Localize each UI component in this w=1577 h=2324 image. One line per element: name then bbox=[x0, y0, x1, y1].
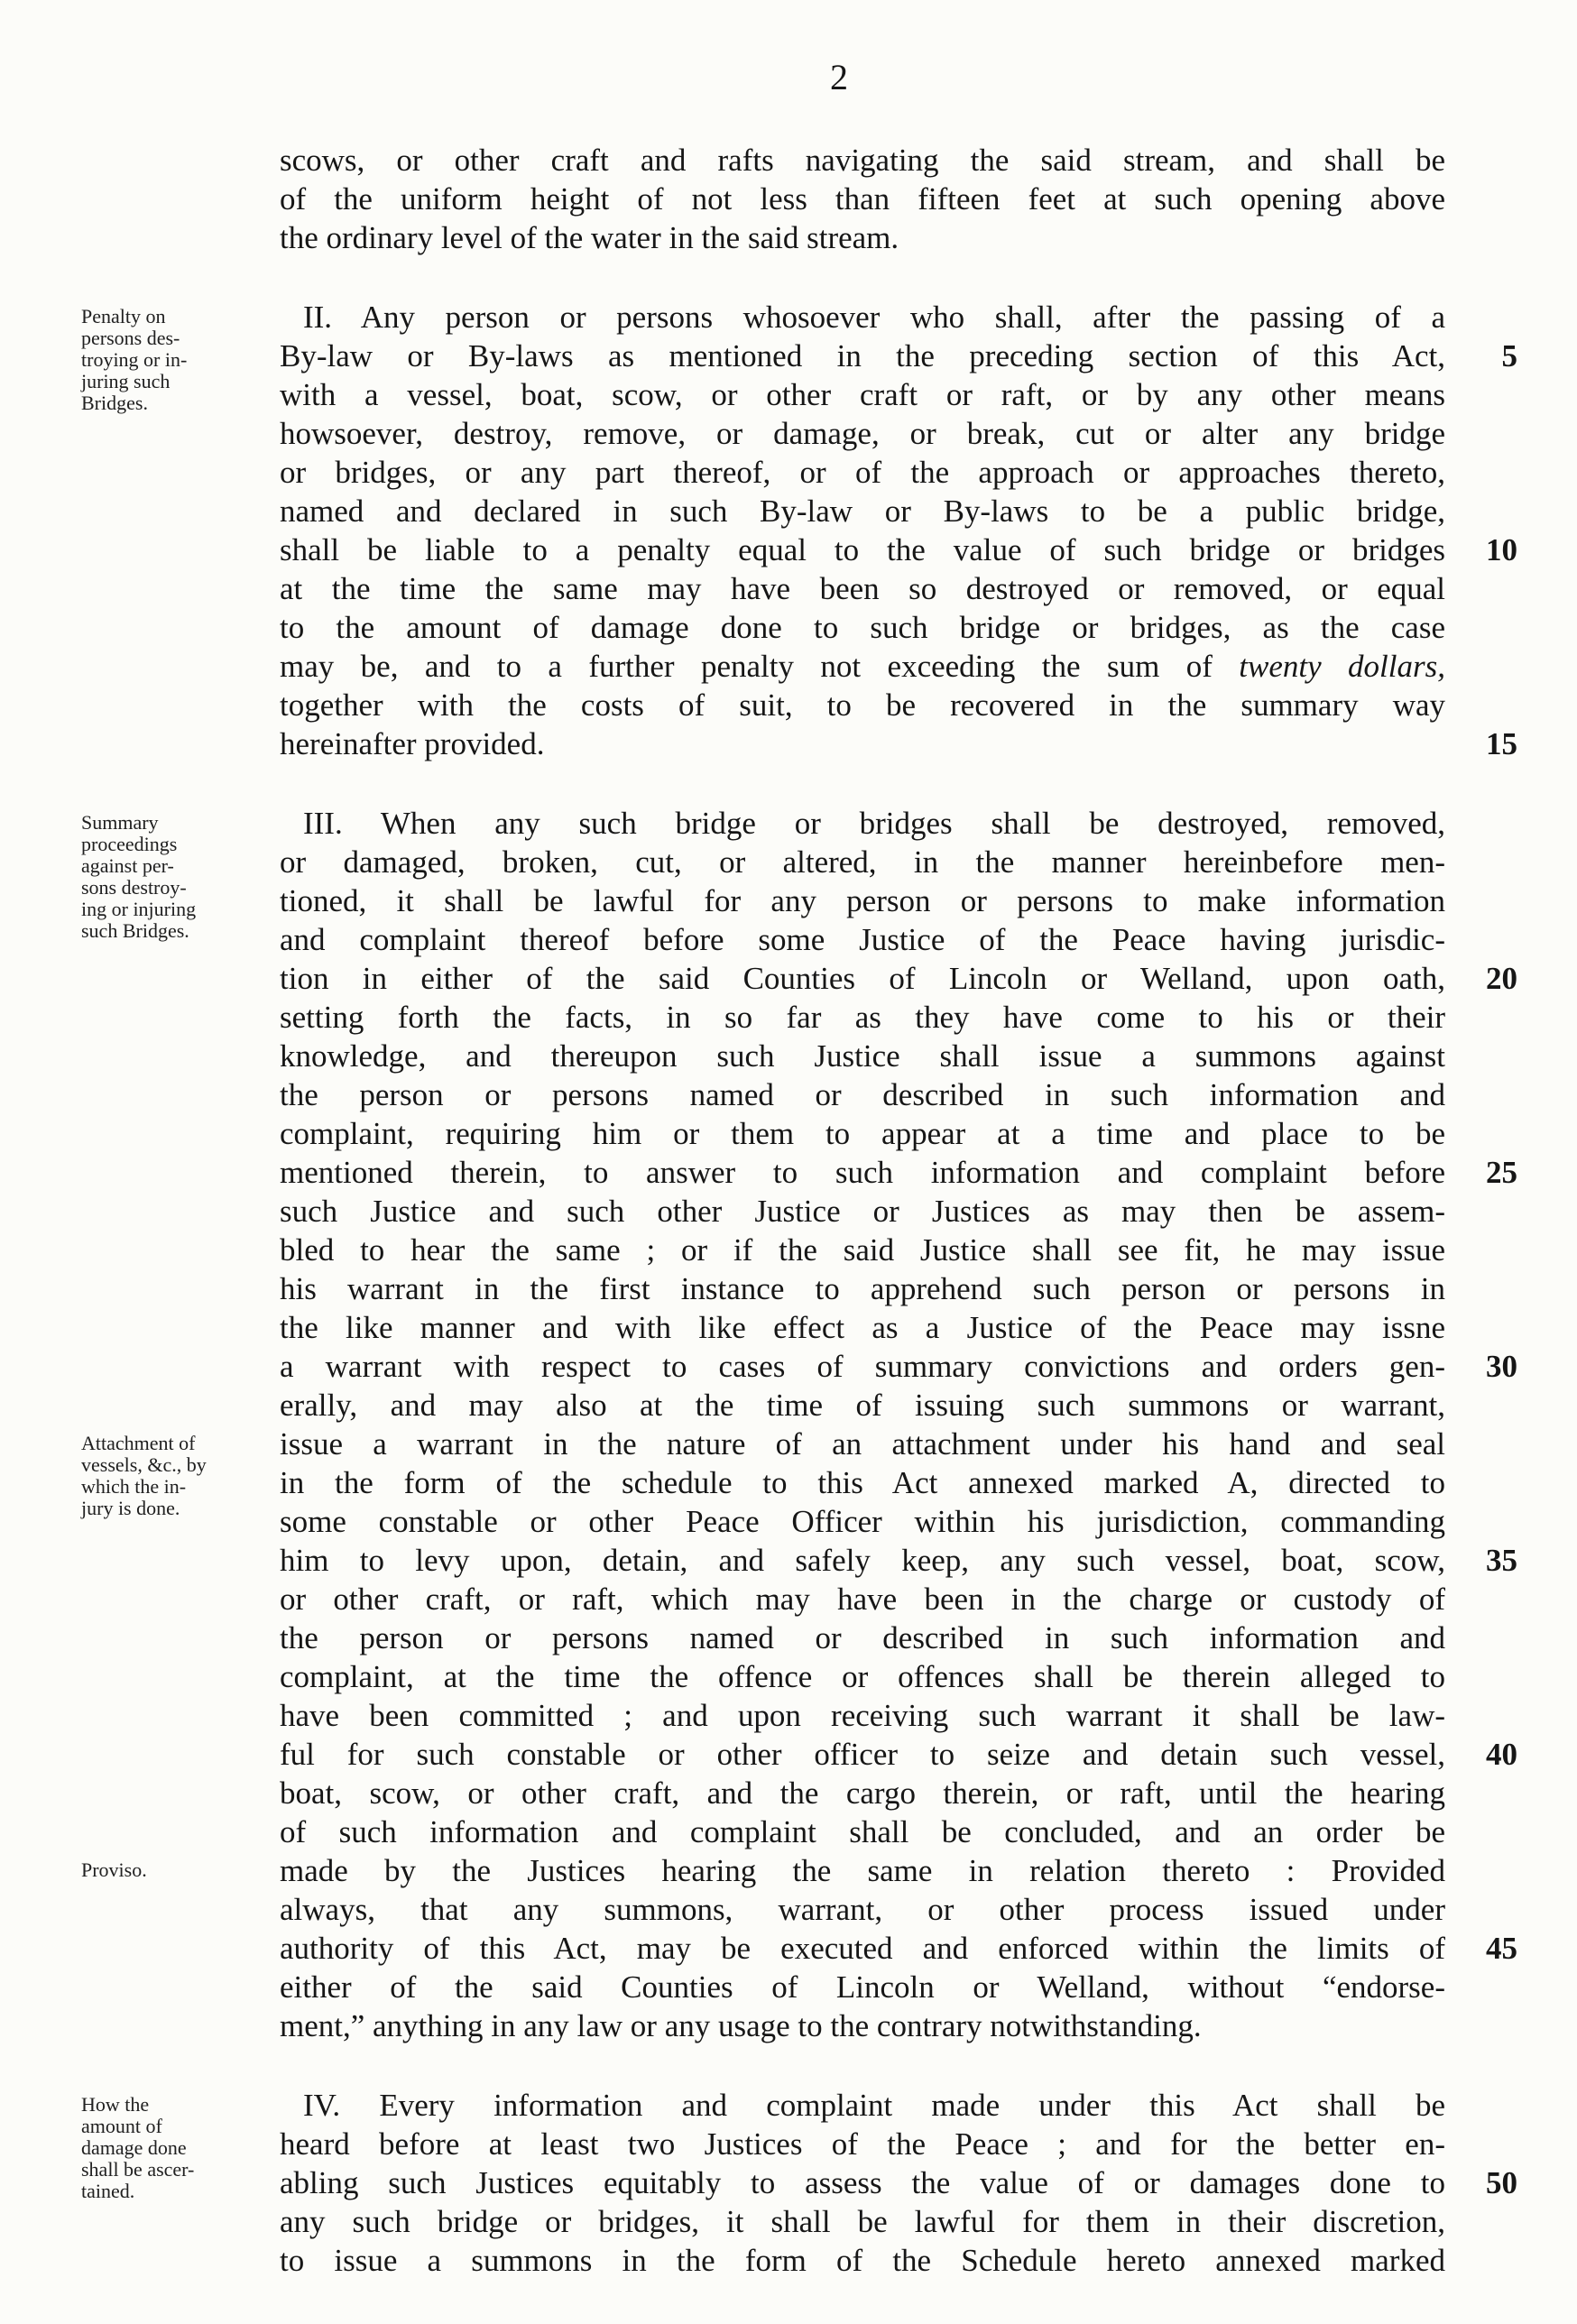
text-line bbox=[280, 1774, 1517, 1812]
line-number bbox=[1445, 414, 1517, 453]
margin-note-line: which the in- bbox=[81, 1475, 187, 1498]
line-text: howsoever, destroy, remove, or damage, or break, cut or alter any bridge bbox=[280, 416, 1445, 451]
text-line bbox=[280, 492, 1517, 530]
text-line bbox=[280, 608, 1517, 647]
text-line bbox=[280, 1192, 1517, 1231]
line-number bbox=[1445, 492, 1517, 530]
line-text: knowledge, and thereupon such Justice shall issue a summons against bbox=[280, 1038, 1445, 1074]
text-line bbox=[280, 218, 1517, 257]
line-text: in the form of the schedule to this Act annexed marked A, directed to bbox=[280, 1465, 1445, 1500]
page-number: 2 bbox=[830, 57, 848, 97]
line-number bbox=[1445, 804, 1517, 843]
line-text: always, that any summons, warrant, or other process issued under bbox=[280, 1892, 1445, 1927]
line-number: 40 bbox=[1486, 1737, 1517, 1772]
line-number bbox=[1445, 2125, 1517, 2163]
paragraph bbox=[280, 2086, 1517, 2280]
text-line bbox=[280, 1929, 1517, 1968]
text-line bbox=[280, 724, 1517, 763]
line-number bbox=[1445, 1114, 1517, 1153]
line-number bbox=[1445, 920, 1517, 959]
margin-note-line: sons destroy- bbox=[81, 876, 187, 899]
text-line bbox=[280, 298, 1517, 337]
line-number bbox=[1445, 1812, 1517, 1851]
text-line bbox=[280, 804, 1517, 843]
line-number bbox=[1445, 2202, 1517, 2241]
line-number: 20 bbox=[1486, 961, 1517, 996]
line-number bbox=[1445, 180, 1517, 218]
line-text: his warrant in the first instance to apprehend such person or persons in bbox=[280, 1271, 1445, 1306]
text-line bbox=[280, 1269, 1517, 1308]
text-line bbox=[280, 1153, 1517, 1192]
line-text: ful for such constable or other officer to seize and detain such vessel, bbox=[280, 1737, 1445, 1772]
line-text: a warrant with respect to cases of summary convictions and orders gen- bbox=[280, 1349, 1445, 1384]
line-text: the like manner and with like effect as a Justice of the Peace may issne bbox=[280, 1310, 1445, 1345]
text-line bbox=[280, 1735, 1517, 1774]
line-text: the person or persons named or described in such information and bbox=[280, 1077, 1445, 1112]
line-number bbox=[1445, 1037, 1517, 1075]
line-text: and complaint thereof before some Justice of the Peace having jurisdic- bbox=[280, 922, 1445, 957]
line-text: either of the said Counties of Lincoln or Welland, without “endorse- bbox=[280, 1969, 1445, 2005]
line-text: the ordinary level of the water in the said stream. bbox=[280, 220, 899, 255]
text-line bbox=[280, 647, 1517, 686]
line-text: of the uniform height of not less than fifteen feet at such opening above bbox=[280, 181, 1445, 217]
line-number: 15 bbox=[1486, 726, 1517, 761]
text-line bbox=[280, 1114, 1517, 1153]
line-text: mentioned therein, to answer to such information and complaint before bbox=[280, 1155, 1445, 1190]
line-number bbox=[1445, 375, 1517, 414]
text-line bbox=[280, 686, 1517, 724]
line-text: issue a warrant in the nature of an attachment under his hand and seal bbox=[280, 1426, 1445, 1462]
line-number bbox=[1445, 141, 1517, 180]
line-text: at the time the same may have been so destroyed or removed, or equal bbox=[280, 571, 1445, 606]
line-number bbox=[1445, 1851, 1517, 1890]
line-number bbox=[1445, 686, 1517, 724]
text-segment: may be, and to a further penalty not exceeding the sum of bbox=[280, 649, 1240, 684]
text-line bbox=[280, 1347, 1517, 1386]
text-line bbox=[280, 920, 1517, 959]
line-text: heard before at least two Justices of the Peace ; and for the better en- bbox=[280, 2126, 1445, 2162]
margin-note bbox=[81, 1859, 274, 1881]
text-line bbox=[280, 1037, 1517, 1075]
line-text: or other craft, or raft, which may have been in the charge or custody of bbox=[280, 1582, 1445, 1617]
line-text: III. When any such bridge or bridges shall be destroyed, removed, bbox=[303, 806, 1445, 841]
text-line bbox=[280, 530, 1517, 569]
line-text: the person or persons named or described in such information and bbox=[280, 1620, 1445, 1655]
line-number bbox=[1445, 1696, 1517, 1735]
text-line bbox=[280, 2125, 1517, 2163]
paragraph bbox=[280, 804, 1517, 2045]
text-line bbox=[280, 1075, 1517, 1114]
line-number: 5 bbox=[1501, 338, 1517, 374]
text-line bbox=[280, 1386, 1517, 1425]
line-number bbox=[1445, 647, 1517, 686]
margin-note bbox=[81, 1433, 274, 1519]
line-text: hereinafter provided. bbox=[280, 726, 545, 761]
margin-note-line: such Bridges. bbox=[81, 919, 189, 942]
text-line bbox=[280, 337, 1517, 375]
line-text: ment,” anything in any law or any usage to the contrary notwithstanding. bbox=[280, 2008, 1202, 2043]
paragraph bbox=[280, 298, 1517, 763]
margin-note-line: Attachment of bbox=[81, 1432, 196, 1454]
margin-note-line: ing or injuring bbox=[81, 898, 197, 920]
line-text: scows, or other craft and rafts navigating the said stream, and shall be bbox=[280, 143, 1445, 178]
line-number bbox=[1445, 1308, 1517, 1347]
line-text: II. Any person or persons whosoever who shall, after the passing of a bbox=[303, 300, 1445, 335]
text-line bbox=[280, 959, 1517, 998]
line-number bbox=[1445, 843, 1517, 881]
text-line bbox=[280, 2006, 1517, 2045]
margin-note bbox=[81, 2094, 274, 2202]
line-text: with a vessel, boat, scow, or other craft or raft, or by any other means bbox=[280, 377, 1445, 412]
margin-note-line: damage done bbox=[81, 2136, 187, 2159]
line-number bbox=[1445, 1075, 1517, 1114]
line-text: such Justice and such other Justice or Justices as may then be assem- bbox=[280, 1194, 1445, 1229]
line-number: 30 bbox=[1486, 1349, 1517, 1384]
line-text: named and declared in such By-law or By-laws to be a public bridge, bbox=[280, 493, 1445, 529]
text-line bbox=[280, 843, 1517, 881]
line-number bbox=[1445, 569, 1517, 608]
line-number bbox=[1445, 1580, 1517, 1618]
text-line bbox=[280, 1890, 1517, 1929]
margin-note-line: against per- bbox=[81, 854, 174, 877]
text-line bbox=[280, 1812, 1517, 1851]
line-text: tion in either of the said Counties of Lincoln or Welland, upon oath, bbox=[280, 961, 1445, 996]
line-text: to issue a summons in the form of the Schedule hereto annexed marked bbox=[280, 2243, 1445, 2278]
text-line bbox=[280, 1580, 1517, 1618]
margin-note-line: jury is done. bbox=[81, 1497, 180, 1519]
line-number bbox=[1445, 2086, 1517, 2125]
line-text: authority of this Act, may be executed and enforced within the limits of bbox=[280, 1931, 1445, 1966]
line-number: 10 bbox=[1486, 532, 1517, 567]
margin-note-line: How the bbox=[81, 2093, 150, 2116]
line-number bbox=[1445, 2241, 1517, 2280]
text-line bbox=[280, 1231, 1517, 1269]
italic-text: twenty dollars, bbox=[1239, 649, 1445, 684]
line-text: IV. Every information and complaint made under this Act shall be bbox=[303, 2088, 1445, 2123]
text-line bbox=[280, 1541, 1517, 1580]
line-number bbox=[1445, 218, 1517, 257]
margin-note-line: tained. bbox=[81, 2180, 135, 2202]
margin-note-line: amount of bbox=[81, 2115, 162, 2137]
text-line bbox=[280, 569, 1517, 608]
text-line bbox=[280, 2086, 1517, 2125]
line-text: By-law or By-laws as mentioned in the preceding section of this Act, bbox=[280, 338, 1445, 374]
margin-note-line: Summary bbox=[81, 811, 159, 834]
margin-note-line: vessels, &c., by bbox=[81, 1453, 207, 1476]
text-line bbox=[280, 1463, 1517, 1502]
text-line bbox=[280, 1851, 1517, 1890]
text-line bbox=[280, 1968, 1517, 2006]
line-text: abling such Justices equitably to assess the value of or damages done to bbox=[280, 2165, 1445, 2200]
line-number: 45 bbox=[1486, 1931, 1517, 1966]
margin-note-line: proceedings bbox=[81, 833, 178, 855]
line-text: shall be liable to a penalty equal to the value of such bridge or bridges bbox=[280, 532, 1445, 567]
text-line bbox=[280, 141, 1517, 180]
paragraph bbox=[280, 141, 1517, 257]
line-text: or bridges, or any part thereof, or of the approach or approaches thereto, bbox=[280, 455, 1445, 490]
text-line bbox=[280, 1657, 1517, 1696]
line-number bbox=[1445, 1657, 1517, 1696]
margin-note-line: persons des- bbox=[81, 327, 180, 349]
line-number bbox=[1445, 1890, 1517, 1929]
line-text: setting forth the facts, in so far as they have come to his or their bbox=[280, 1000, 1445, 1035]
line-text: complaint, at the time the offence or offences shall be therein alleged to bbox=[280, 1659, 1445, 1694]
text-line bbox=[280, 1618, 1517, 1657]
line-text: together with the costs of suit, to be recovered in the summary way bbox=[280, 687, 1445, 723]
line-number bbox=[1445, 298, 1517, 337]
line-text: boat, scow, or other craft, and the cargo therein, or raft, until the hearing bbox=[280, 1775, 1445, 1811]
line-text: of such information and complaint shall be concluded, and an order be bbox=[280, 1814, 1445, 1849]
margin-note-line: shall be ascer- bbox=[81, 2158, 195, 2181]
line-text: have been committed ; and upon receiving such warrant it shall be law- bbox=[280, 1698, 1445, 1733]
line-number bbox=[1445, 1774, 1517, 1812]
margin-note-line: troying or in- bbox=[81, 348, 188, 371]
line-text: or damaged, broken, cut, or altered, in the manner hereinbefore men- bbox=[280, 844, 1445, 880]
line-number bbox=[1445, 1618, 1517, 1657]
text-line bbox=[280, 180, 1517, 218]
line-text: bled to hear the same ; or if the said Justice shall see fit, he may issue bbox=[280, 1232, 1445, 1268]
line-text: made by the Justices hearing the same in relation thereto : Provided bbox=[280, 1853, 1445, 1888]
text-line bbox=[280, 453, 1517, 492]
line-number bbox=[1445, 1463, 1517, 1502]
line-number bbox=[1445, 453, 1517, 492]
margin-note-line: Penalty on bbox=[81, 305, 166, 327]
line-number bbox=[1445, 1968, 1517, 2006]
text-line bbox=[280, 998, 1517, 1037]
text-line bbox=[280, 375, 1517, 414]
margin-notes-column bbox=[0, 0, 280, 2324]
main-text-column bbox=[280, 141, 1517, 2280]
line-number bbox=[1445, 608, 1517, 647]
line-text: to the amount of damage done to such bridge or bridges, as the case bbox=[280, 610, 1445, 645]
text-line bbox=[280, 414, 1517, 453]
line-text: tioned, it shall be lawful for any person or persons to make information bbox=[280, 883, 1445, 918]
text-line bbox=[280, 1308, 1517, 1347]
line-number bbox=[1445, 2006, 1517, 2045]
line-number bbox=[1445, 1269, 1517, 1308]
line-number: 35 bbox=[1486, 1543, 1517, 1578]
margin-note bbox=[81, 812, 274, 942]
line-text bbox=[280, 647, 1445, 686]
line-text: erally, and may also at the time of issuing such summons or warrant, bbox=[280, 1388, 1445, 1423]
line-number bbox=[1445, 1386, 1517, 1425]
line-text: complaint, requiring him or them to appear at a time and place to be bbox=[280, 1116, 1445, 1151]
text-line bbox=[280, 1425, 1517, 1463]
line-number bbox=[1445, 881, 1517, 920]
line-number bbox=[1445, 1425, 1517, 1463]
text-line bbox=[280, 2163, 1517, 2202]
margin-note-line: juring such bbox=[81, 370, 171, 392]
text-line bbox=[280, 1696, 1517, 1735]
text-line bbox=[280, 2202, 1517, 2241]
margin-note bbox=[81, 306, 274, 414]
line-text: him to levy upon, detain, and safely keep, any such vessel, boat, scow, bbox=[280, 1543, 1445, 1578]
line-number bbox=[1445, 1192, 1517, 1231]
margin-note-line: Bridges. bbox=[81, 392, 148, 414]
line-number bbox=[1445, 998, 1517, 1037]
margin-note-line: Proviso. bbox=[81, 1858, 147, 1881]
line-number bbox=[1445, 1502, 1517, 1541]
text-line bbox=[280, 1502, 1517, 1541]
line-number: 25 bbox=[1486, 1155, 1517, 1190]
text-line bbox=[280, 2241, 1517, 2280]
text-line bbox=[280, 881, 1517, 920]
line-number: 50 bbox=[1486, 2165, 1517, 2200]
line-text: any such bridge or bridges, it shall be lawful for them in their discretion, bbox=[280, 2204, 1445, 2239]
line-text: some constable or other Peace Officer within his jurisdiction, commanding bbox=[280, 1504, 1445, 1539]
line-number bbox=[1445, 1231, 1517, 1269]
